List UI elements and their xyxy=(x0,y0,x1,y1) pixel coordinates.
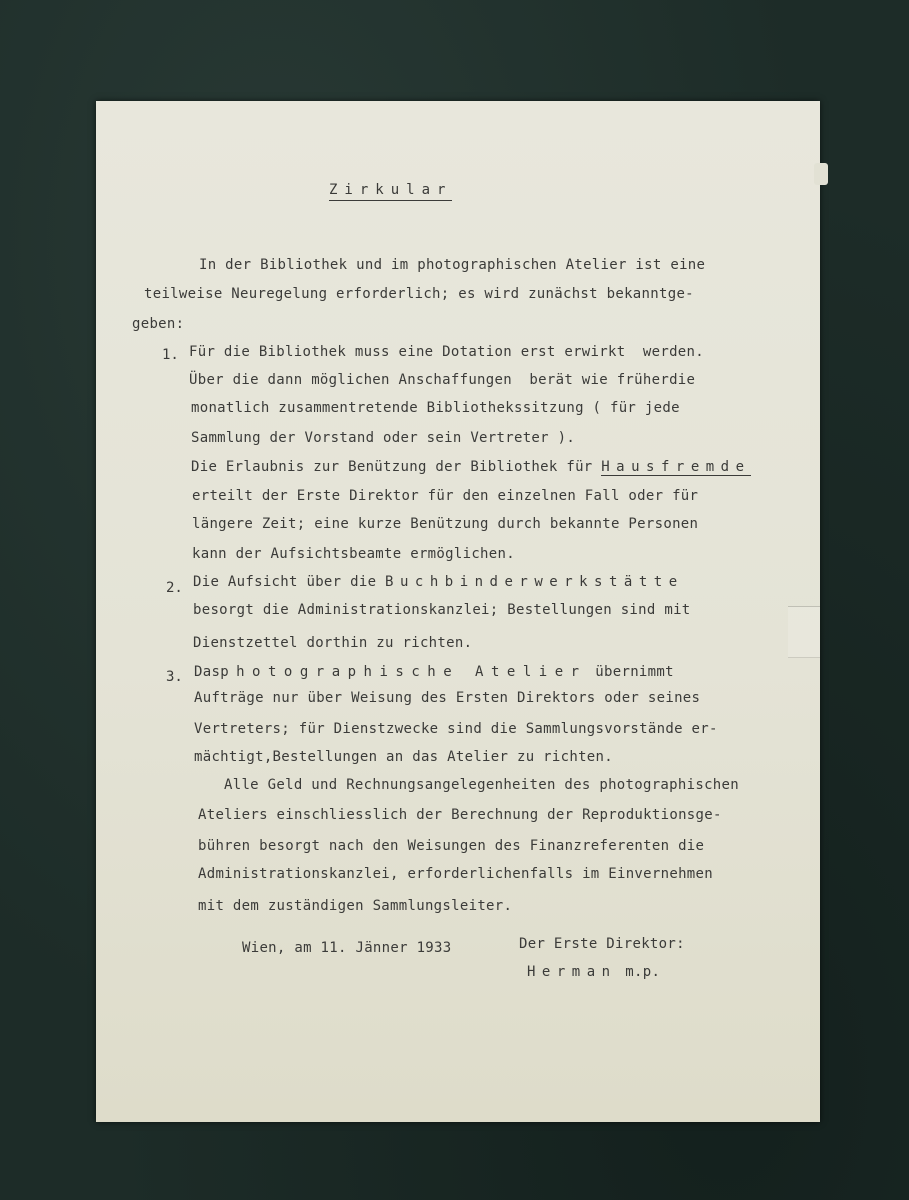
intro-line-1: In der Bibliothek und im photographischen Atelier ist eine xyxy=(199,257,706,273)
item-3-paragraph-line-2: Ateliers einschliesslich der Berechnung der Reproduktionsge- xyxy=(198,807,722,823)
paper-tear xyxy=(814,163,828,185)
signature xyxy=(527,963,660,981)
item-2-line-3: Dienstzettel dorthin zu richten. xyxy=(193,635,473,651)
item-1-line-2: Über die dann möglichen Anschaffungen berät wie früherdie xyxy=(189,372,696,388)
signature-suffix: m.p. xyxy=(616,964,661,980)
paper-fold xyxy=(788,606,820,658)
item-2-number: 2. xyxy=(166,580,183,596)
signature-title: Der Erste Direktor: xyxy=(519,936,685,952)
item-1-line-3: monatlich zusammentretende Bibliothekssitzung ( für jede xyxy=(191,400,680,416)
item-1-line-4: Sammlung der Vorstand oder sein Vertreter ). xyxy=(191,430,576,446)
item-1-permission-line xyxy=(191,458,751,476)
item-1-number: 1. xyxy=(162,347,179,363)
item-3-emphasis: photographische Atelier xyxy=(220,664,587,680)
item-3-suffix: übernimmt xyxy=(586,664,674,680)
place-date: Wien, am 11. Jänner 1933 xyxy=(242,940,452,956)
item-3-paragraph-line-4: Administrationskanzlei, erforderlichenfalls im Einvernehmen xyxy=(198,866,713,882)
item-3-line-3: Vertreters; für Dienstzwecke sind die Sammlungsvorstände er- xyxy=(194,721,718,737)
intro-line-3: geben: xyxy=(132,316,185,332)
intro-line-2: teilweise Neuregelung erforderlich; es wird zunächst bekanntge- xyxy=(144,286,694,302)
item-1-permission-line-3: längere Zeit; eine kurze Benützung durch bekannte Personen xyxy=(192,516,699,532)
item-3-line-4: mächtigt,Bestellungen an das Atelier zu richten. xyxy=(194,749,613,765)
item-3-prefix: Das xyxy=(194,664,221,680)
item-3-number: 3. xyxy=(166,669,183,685)
item-2-emphasis: Buchbinderwerkstätte xyxy=(385,574,684,590)
item-3-paragraph-line-5: mit dem zuständigen Sammlungsleiter. xyxy=(198,898,513,914)
document-page xyxy=(96,101,820,1122)
item-3-paragraph-line-1: Alle Geld und Rechnungsangelegenheiten des photographischen xyxy=(224,777,739,793)
item-3-line-2: Aufträge nur über Weisung des Ersten Direktors oder seines xyxy=(194,690,701,706)
item-2-prefix: Die Aufsicht über die xyxy=(193,574,386,590)
item-2-line-2: besorgt die Administrationskanzlei; Bestellungen sind mit xyxy=(193,602,691,618)
signature-name: Herman xyxy=(527,964,617,980)
item-3-line-1 xyxy=(194,663,674,681)
permission-emphasis: Hausfremde xyxy=(601,459,751,475)
item-2-line-1 xyxy=(193,573,684,591)
item-1-permission-line-4: kann der Aufsichtsbeamte ermöglichen. xyxy=(192,546,515,562)
permission-prefix: Die Erlaubnis zur Benützung der Bibliothek für xyxy=(191,459,602,475)
item-1-line-1: Für die Bibliothek muss eine Dotation erst erwirkt werden. xyxy=(189,344,704,360)
item-3-paragraph-line-3: bühren besorgt nach den Weisungen des Finanzreferenten die xyxy=(198,838,705,854)
item-1-permission-line-2: erteilt der Erste Direktor für den einzelnen Fall oder für xyxy=(192,488,699,504)
document-title: Zirkular xyxy=(329,181,452,201)
